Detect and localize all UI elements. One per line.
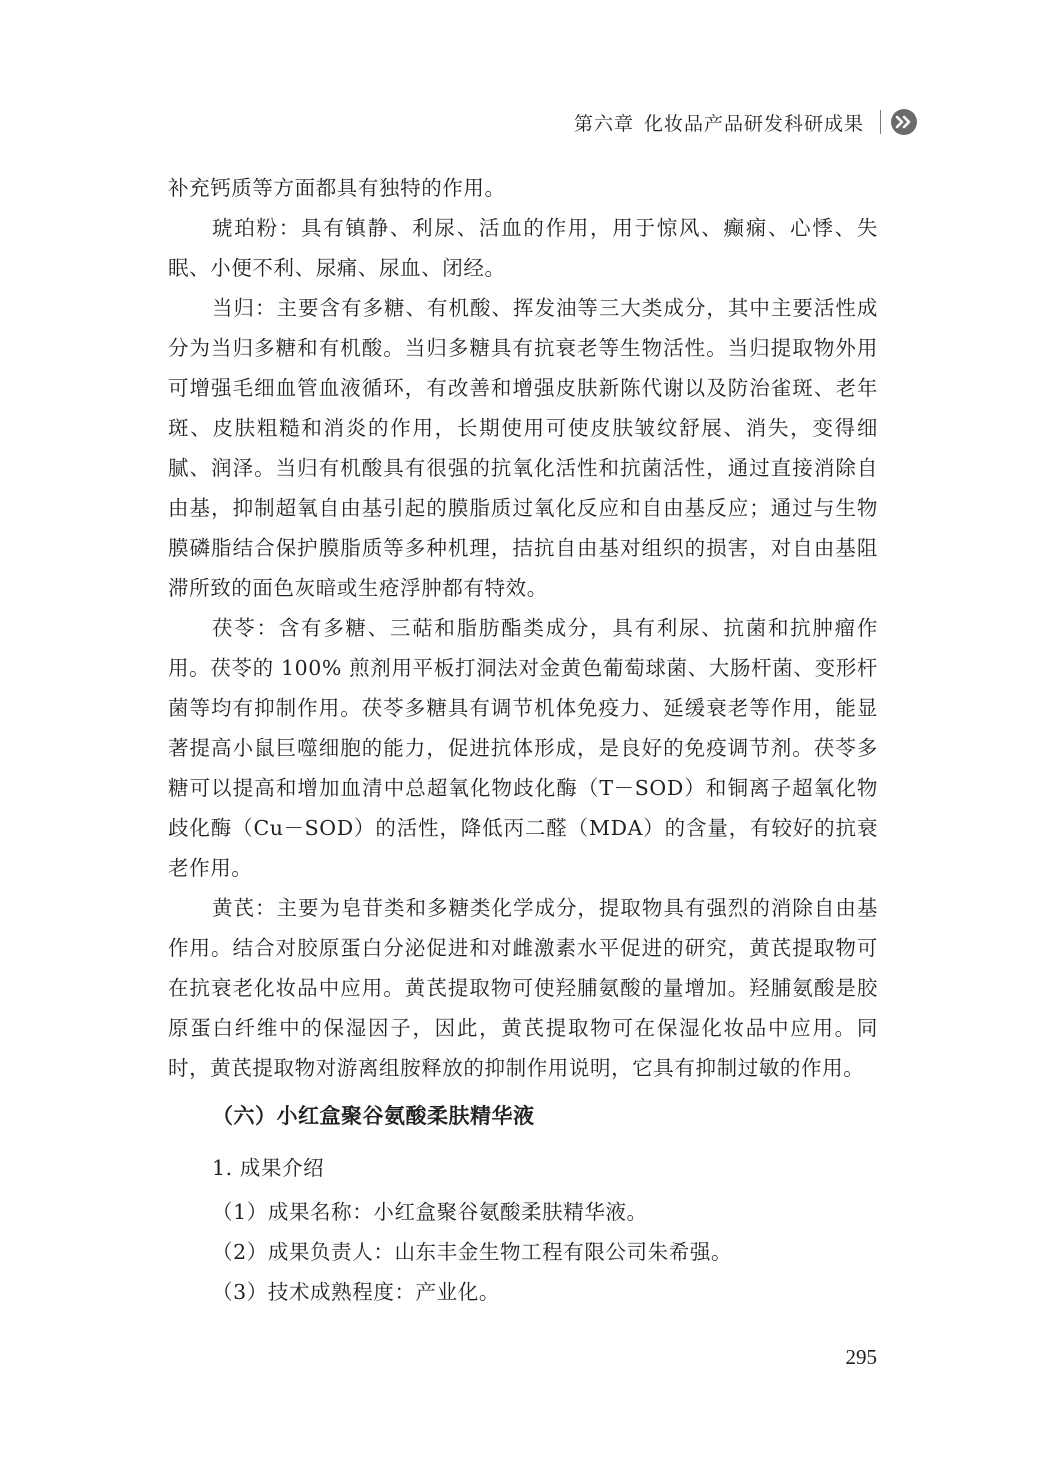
header-divider bbox=[880, 110, 881, 134]
double-chevron-right-icon bbox=[891, 109, 917, 135]
list-item: （3）技术成熟程度：产业化。 bbox=[212, 1280, 500, 1304]
paragraph-angelica: 当归：主要含有多糖、有机酸、挥发油等三大类成分，其中主要活性成分为当归多糖和有机酸。当归多糖具有抗衰老等生物活性。当归提取物外用可增强毛细血管血液循环，有改善和增强皮肤新陈代谢以及防治雀斑、老年斑、皮肤粗糙和消炎的作用，长期使用可使皮肤皱纹舒展、消失，变得细腻、润泽。当归有机酸具有很强的抗氧化活性和抗菌活性，通过直接消除自由基，抑制超氧自由基引起的膜脂质过氧化反应和自由基反应；通过与生物膜磷脂结合保护膜脂质等多种机理，拮抗自由基对组织的损害，对自由基阻滞所致的面色灰暗或生疮浮肿都有特效。 bbox=[168, 296, 878, 600]
subsection-heading: 1. 成果介绍 bbox=[212, 1156, 325, 1180]
list-item: （1）成果名称：小红盒聚谷氨酸柔肤精华液。 bbox=[212, 1200, 648, 1224]
paragraph-astragalus: 黄芪：主要为皂苷类和多糖类化学成分，提取物具有强烈的消除自由基作用。结合对胶原蛋白分泌促进和对雌激素水平促进的研究，黄芪提取物可在抗衰老化妆品中应用。黄芪提取物可使羟脯氨酸的量增加。羟脯氨酸是胶原蛋白纤维中的保湿因子，因此，黄芪提取物可在保湿化妆品中应用。同时，黄芪提取物对游离组胺释放的抑制作用说明，它具有抑制过敏的作用。 bbox=[168, 896, 878, 1080]
chapter-title: 化妆品产品研发科研成果 bbox=[643, 112, 864, 135]
page-number: 295 bbox=[845, 1345, 877, 1369]
list-item: （2）成果负责人：山东丰金生物工程有限公司朱希强。 bbox=[212, 1240, 733, 1264]
paragraph-continuation: 补充钙质等方面都具有独特的作用。 bbox=[168, 176, 506, 200]
running-header bbox=[574, 106, 917, 138]
chapter-label: 第六章 bbox=[573, 112, 634, 135]
section-heading: （六）小红盒聚谷氨酸柔肤精华液 bbox=[212, 1104, 535, 1128]
paragraph-amber-powder: 琥珀粉：具有镇静、利尿、活血的作用，用于惊风、癫痫、心悸、失眠、小便不利、尿痛、尿血、闭经。 bbox=[168, 216, 878, 280]
page-body bbox=[168, 168, 878, 1312]
paragraph-poria: 茯苓：含有多糖、三萜和脂肪酯类成分，具有利尿、抗菌和抗肿瘤作用。茯苓的 100% 煎剂用平板打洞法对金黄色葡萄球菌、大肠杆菌、变形杆菌等均有抑制作用。茯苓多糖具有调节机体免疫力、延缓衰老等作用，能显著提高小鼠巨噬细胞的能力，促进抗体形成，是良好的免疫调节剂。茯苓多糖可以提高和增加血清中总超氧化物歧化酶（T－SOD）和铜离子超氧化物歧化酶（Cu－SOD）的活性，降低丙二醛（MDA）的含量，有较好的抗衰老作用。 bbox=[168, 616, 878, 880]
